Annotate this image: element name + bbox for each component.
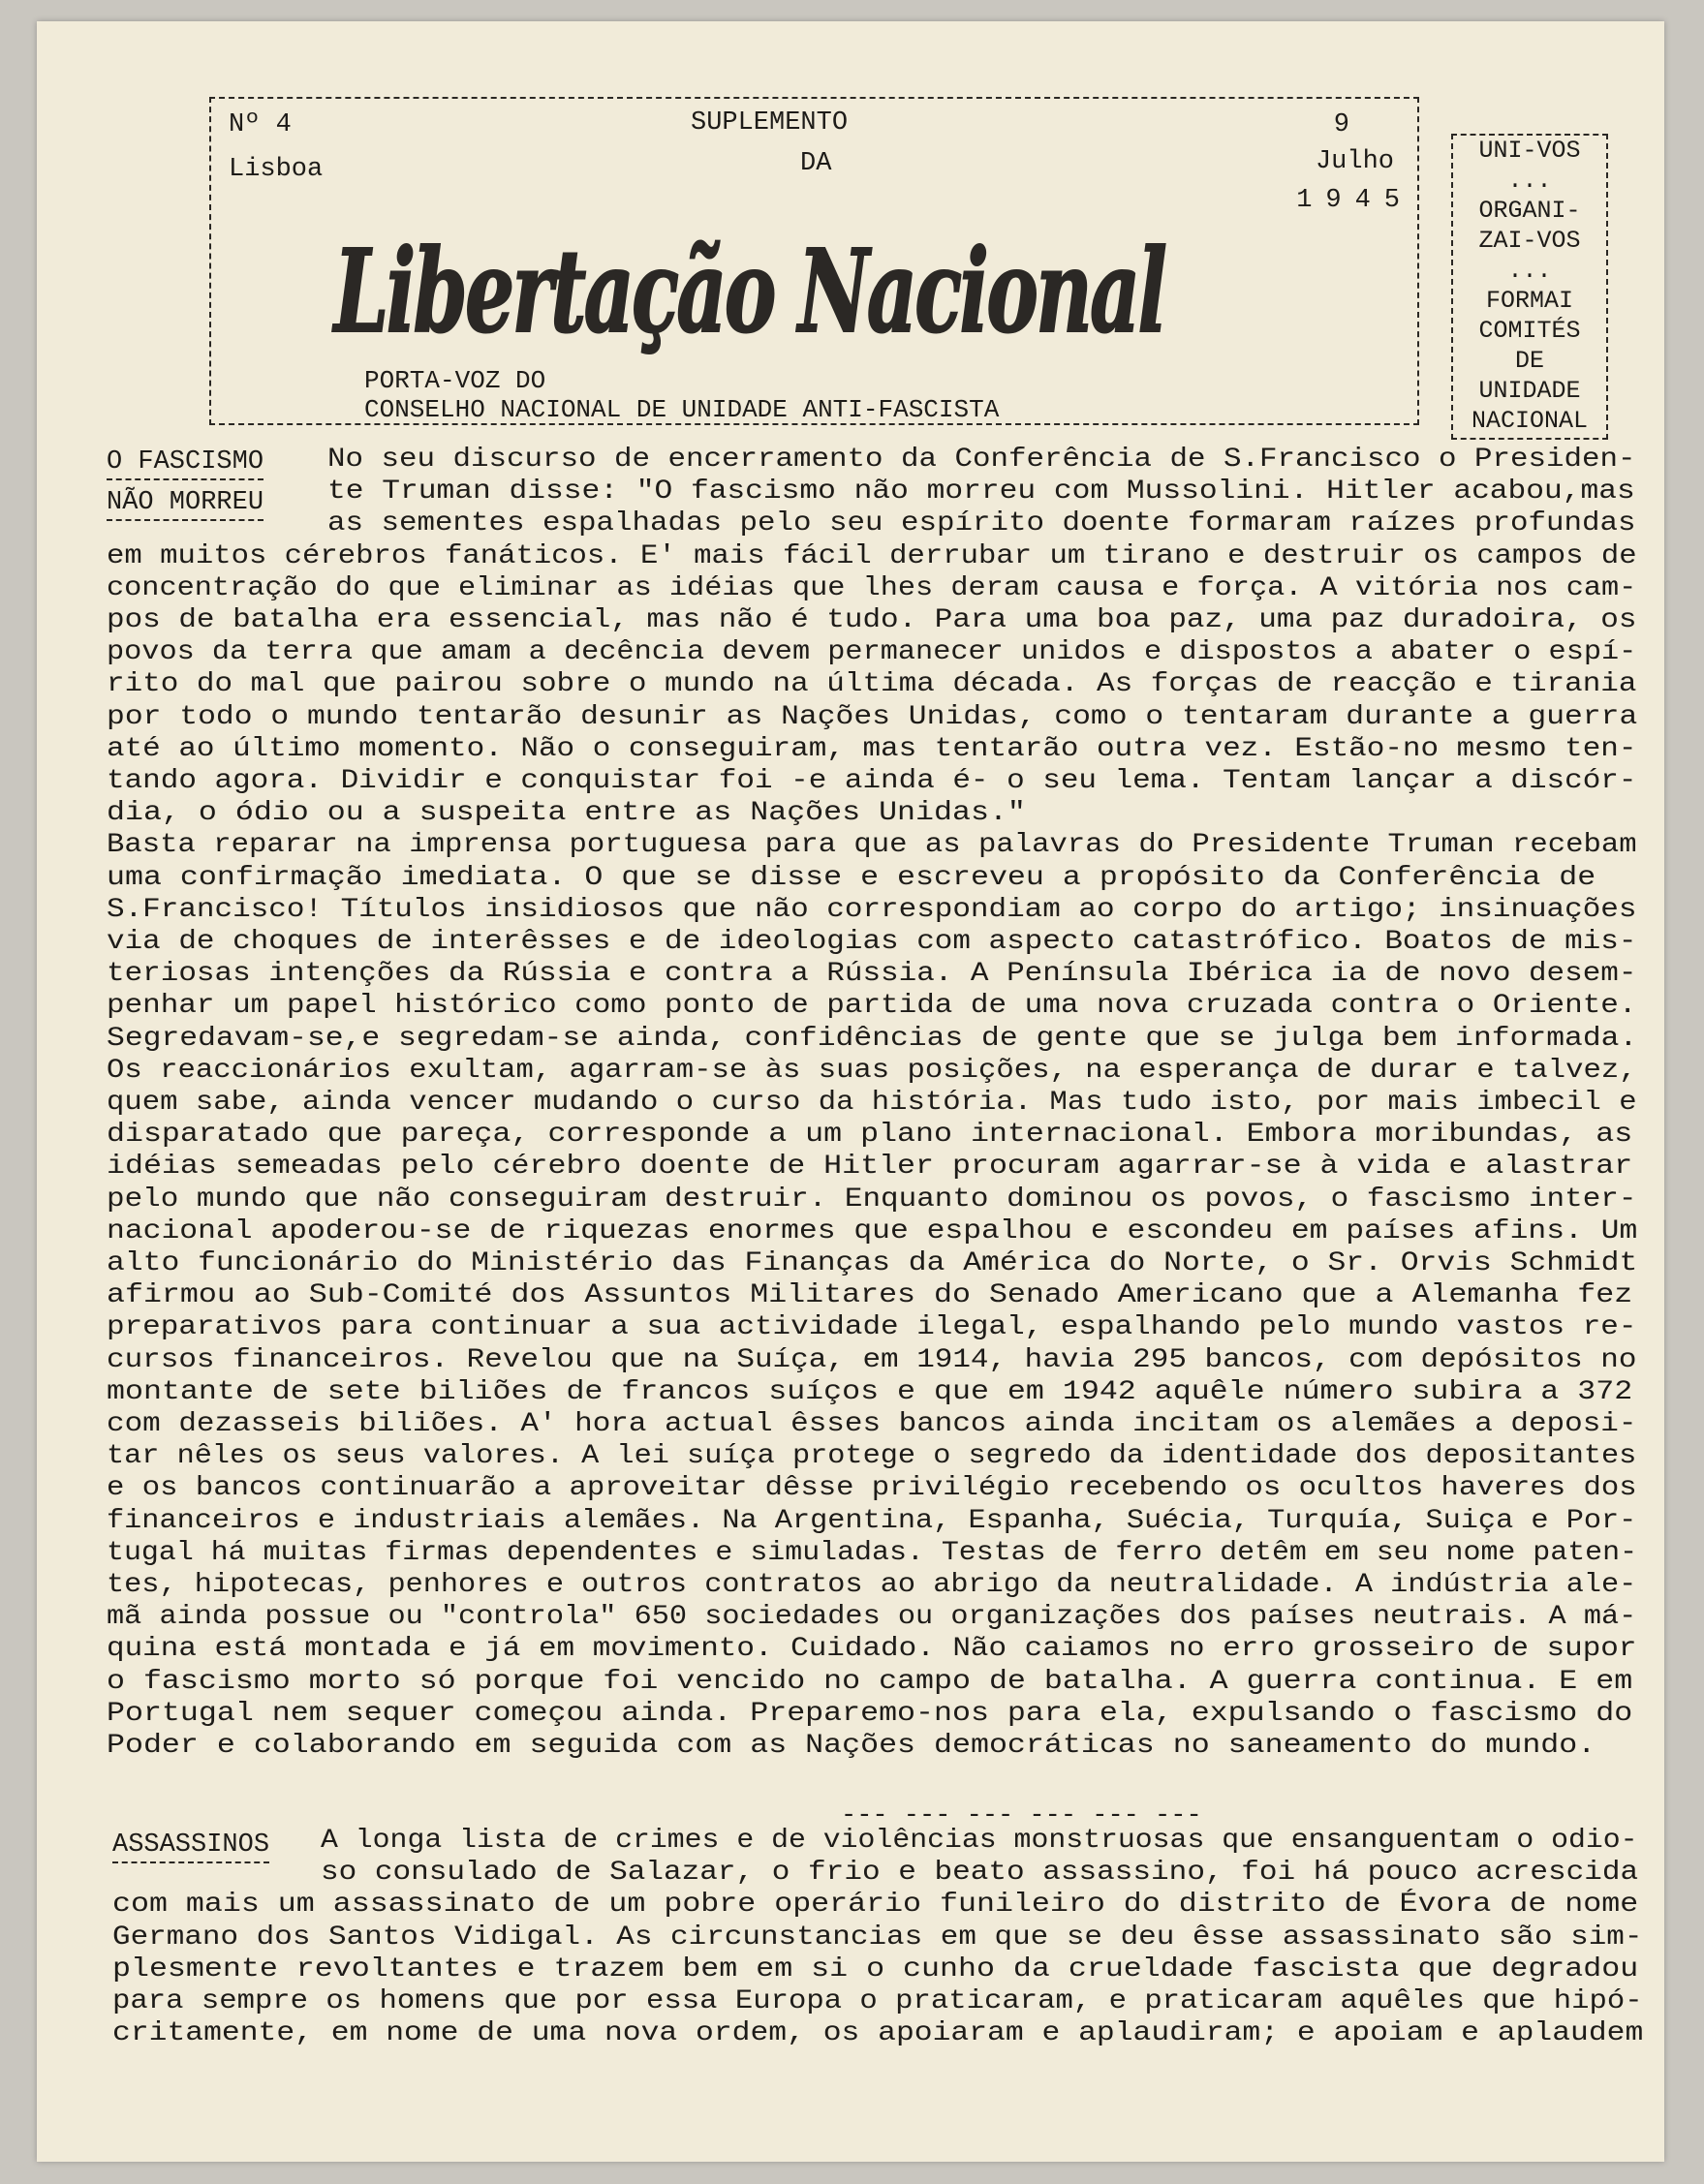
text-line: rito do mal que pairou sobre o mundo na última década. As forças de reacção e tirania: [107, 669, 1637, 700]
slogan-line: ORGANI-: [1478, 197, 1581, 225]
newspaper-logo: [327, 215, 1199, 370]
slogan-line: FORMAI: [1485, 287, 1573, 315]
text-line: tugal há muitas firmas dependentes e simuladas. Testas de ferro detêm em seu nome paten-: [107, 1537, 1638, 1568]
text-line: nacional apoderou-se de riquezas enormes que espalhou e escondeu em países afins. Um: [107, 1215, 1638, 1246]
city: Lisboa: [229, 155, 324, 184]
text-line: S.Francisco! Títulos insidiosos que não correspondiam ao corpo do artigo; insinuações: [107, 894, 1637, 925]
text-line: e os bancos continuarão a aproveitar dêsse privilégio recebendo os ocultos haveres dos: [107, 1473, 1637, 1504]
text-line: so consulado de Salazar, o frio e beato assassino, foi há pouco acrescida: [321, 1858, 1639, 1889]
text-line: por todo o mundo tentarão desunir as Nações Unidas, como o tentaram durante a guerra: [107, 701, 1638, 732]
article1-heading-line1: O FASCISMO: [107, 446, 263, 480]
text-line: A longa lista de crimes e de violências monstruosas que ensanguentam o odio-: [321, 1826, 1638, 1856]
of-label: DA: [800, 149, 832, 178]
text-line: alto funcionário do Ministério das Finanças da América do Norte, o Sr. Orvis Schmidt: [107, 1248, 1638, 1278]
text-line: povos da terra que amam a decência devem permanecer unidos e dispostos a abater o espí-: [107, 637, 1637, 668]
text-line: concentração do que eliminar as idéias que lhes deram causa e força. A vitória nos cam-: [107, 572, 1637, 603]
text-line: para sempre os homens que por essa Europa o praticaram, e praticaram aquêles que hipó-: [112, 1986, 1643, 2016]
text-line: cursos financeiros. Revelou que na Suíça, em 1914, havia 295 bancos, com depósitos no: [107, 1344, 1637, 1375]
text-line: Os reaccionários exultam, agarram-se às suas posições, na esperança de durar e talvez,: [107, 1055, 1637, 1086]
text-line: dia, o ódio ou a suspeita entre as Nações Unidas.": [107, 798, 1026, 829]
text-line: tar nêles os seus valores. A lei suíça protege o segredo da identidade dos depositantes: [107, 1441, 1637, 1472]
text-line: idéias semeadas pelo cérebro doente de Hitler procuram agarrar-se à vida e alastrar: [107, 1152, 1633, 1183]
text-line: pelo mundo que não conseguiram destruir. Enquanto dominou os povos, o fascismo inter-: [107, 1184, 1637, 1215]
text-line: Portugal nem sequer começou ainda. Preparemo-nos para ela, expulsando o fascismo do: [107, 1698, 1633, 1729]
text-line: Germano dos Santos Vidigal. As circunstancias em que se deu êsse assassinato são sim-: [112, 1922, 1643, 1953]
text-line: as sementes espalhadas pelo seu espírito doente formaram raízes profundas: [327, 508, 1636, 539]
slogan-line: NACIONAL: [1471, 407, 1589, 435]
text-line: pos de batalha era essencial, mas não é tudo. Para uma boa paz, uma paz duradoira, os: [107, 605, 1637, 635]
text-line: tes, hipotecas, penhores e outros contratos ao abrigo da neutralidade. A indústria ale-: [107, 1570, 1637, 1600]
subtitle-line-1: PORTA-VOZ DO: [364, 366, 546, 395]
text-line: preparativos para continuar a sua actividade ilegal, espalhando pelo mundo vastos re-: [107, 1312, 1637, 1343]
text-line: teriosas intenções da Rússia e contra a Rússia. A Península Ibérica ia de novo desem-: [107, 959, 1637, 990]
text-line: critamente, em nome de uma nova ordem, os apoiaram e aplaudiram; e apoiam e aplaudem: [112, 2018, 1644, 2049]
article1-heading-line2: NÃO MORREU: [107, 486, 263, 521]
section-separator: --- --- --- --- --- ---: [841, 1801, 1202, 1830]
date-day: 9: [1333, 110, 1349, 139]
text-line: com dezasseis biliões. A' hora actual êsses bancos ainda incitam os alemães a deposi-: [107, 1409, 1637, 1439]
text-line: afirmou ao Sub-Comité dos Assuntos Militares do Senado Americano que a Alemanha fez: [107, 1280, 1633, 1311]
text-line: em muitos cérebros fanáticos. E' mais fácil derrubar um tirano e destruir os campos de: [107, 540, 1637, 571]
text-line: via de choques de interêsses e de ideologias com aspecto catastrófico. Boatos de mis-: [107, 927, 1637, 957]
slogan-line: ...: [1507, 167, 1552, 195]
text-line: tando agora. Dividir e conquistar foi -e ainda é- o seu lema. Tentam lançar a discór-: [107, 766, 1637, 796]
newspaper-page: [37, 21, 1664, 2162]
slogan-line: UNI-VOS: [1478, 137, 1581, 165]
text-line: Poder e colaborando em seguida com as Nações democráticas no saneamento do mundo.: [107, 1731, 1596, 1761]
text-line: o fascismo morto só porque foi vencido no campo de batalha. A guerra continua. E em: [107, 1666, 1633, 1697]
supplement-label: SUPLEMENTO: [691, 108, 849, 138]
text-line: plesmente revoltantes e trazem bem em si o cunho da crueldade fascista que degradou: [112, 1953, 1639, 1984]
text-line: Segredavam-se,e segredam-se ainda, confidências de gente que se julga bem informada.: [107, 1023, 1638, 1054]
text-line: te Truman disse: "O fascismo não morreu com Mussolini. Hitler acabou,mas: [327, 477, 1635, 508]
text-line: montante de sete biliões de francos suíços e que em 1942 aquêle número subira a 372: [107, 1376, 1633, 1407]
slogan-line: ...: [1507, 257, 1552, 285]
text-line: uma confirmação imediata. O que se disse e escreveu a propósito da Conferência de: [107, 862, 1596, 893]
text-line: mã ainda possue ou "controla" 650 sociedades ou organizações dos países neutrais. A má-: [107, 1602, 1637, 1633]
text-line: disparatado que pareça, corresponde a um plano internacional. Embora moribundas, as: [107, 1120, 1633, 1151]
date-year: 1945: [1296, 186, 1413, 215]
slogan-line: DE: [1514, 347, 1544, 375]
slogan-line: ZAI-VOS: [1478, 227, 1581, 255]
text-line: Basta reparar na imprensa portuguesa para que as palavras do Presidente Truman recebam: [107, 830, 1637, 861]
slogan-line: COMITÉS: [1478, 317, 1581, 345]
issue-number: Nº 4: [229, 110, 292, 139]
slogan-line: UNIDADE: [1478, 377, 1581, 405]
text-line: No seu discurso de encerramento da Conferência de S.Francisco o Presiden-: [327, 445, 1636, 475]
text-line: quem sabe, ainda vencer mudando o curso da história. Mas tudo isto, por mais imbecil e: [107, 1088, 1637, 1118]
slogan-box: [1451, 134, 1608, 440]
text-line: até ao último momento. Não o conseguiram, mas tentarão outra vez. Estão-no mesmo ten-: [107, 733, 1637, 764]
article2-heading: ASSASSINOS: [112, 1829, 269, 1863]
text-line: com mais um assassinato de um pobre operário funileiro do distrito de Évora de nome: [112, 1890, 1639, 1921]
text-line: quina está montada e já em movimento. Cuidado. Não caiamos no erro grosseiro de supor: [107, 1634, 1637, 1665]
date-month: Julho: [1315, 147, 1394, 176]
masthead-box: [209, 97, 1419, 425]
text-line: financeiros e industriais alemães. Na Argentina, Espanha, Suécia, Turquía, Suiça e Por-: [107, 1505, 1637, 1536]
subtitle-line-2: CONSELHO NACIONAL DE UNIDADE ANTI-FASCISTA: [364, 395, 1000, 424]
newspaper-title: Libertação Nacional: [333, 224, 1165, 359]
text-line: penhar um papel histórico como ponto de partida de uma nova cruzada contra o Oriente.: [107, 991, 1637, 1022]
